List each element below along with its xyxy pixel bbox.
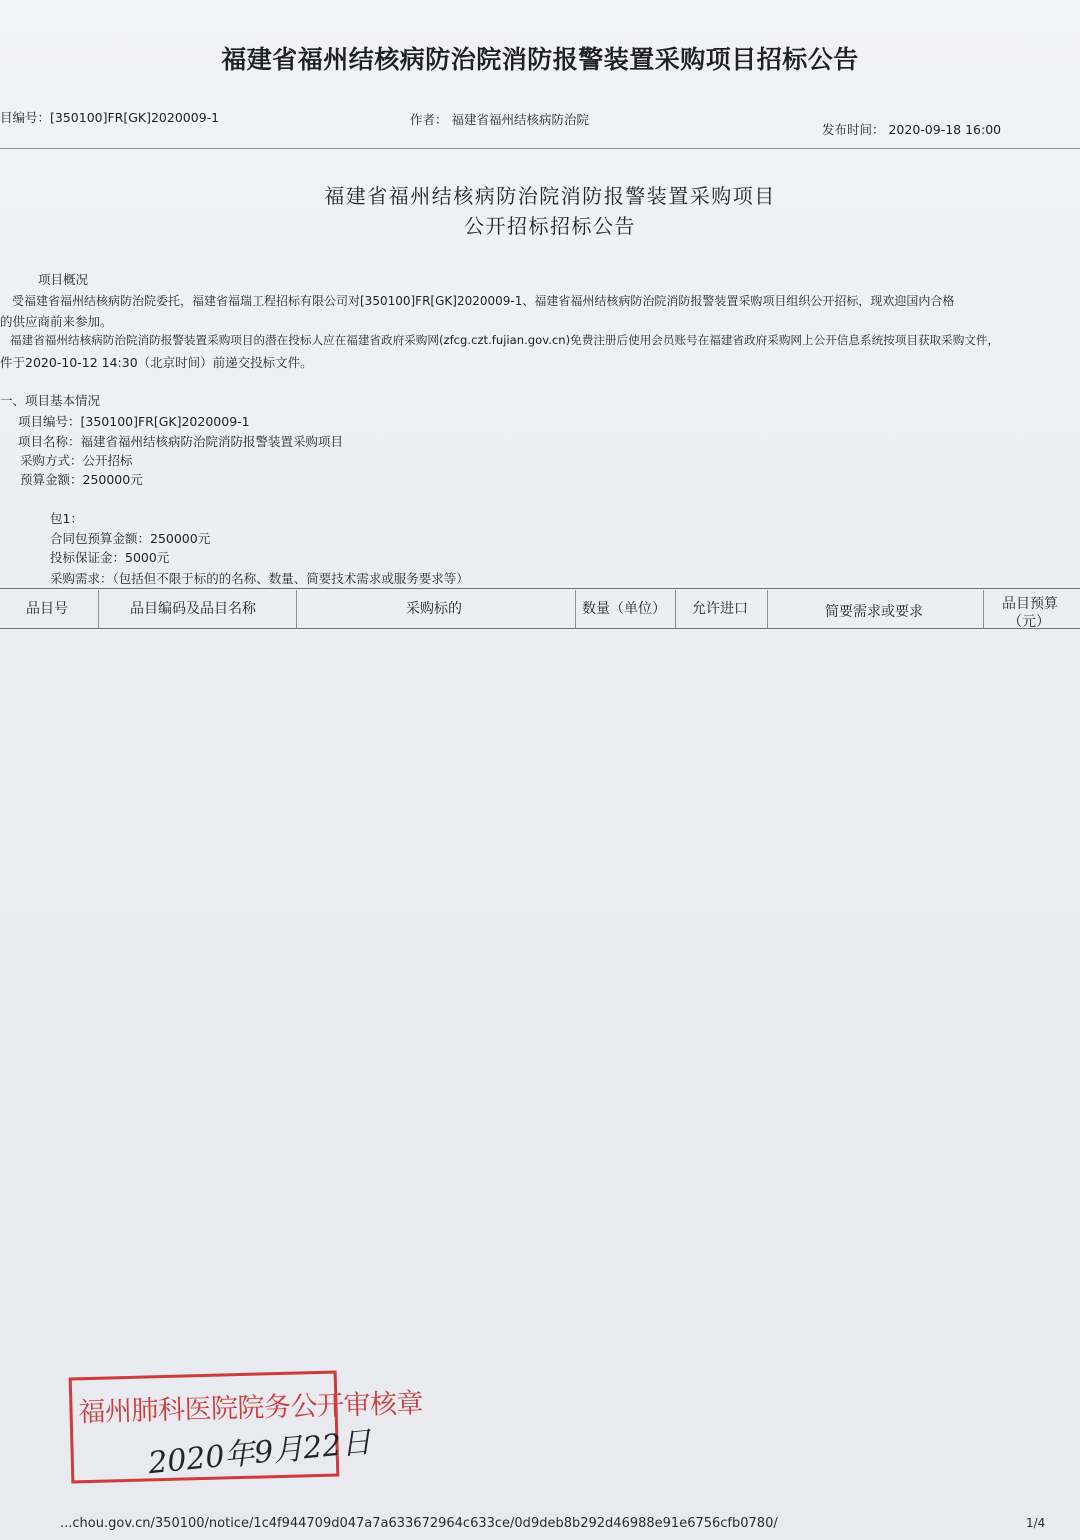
- bid-bond: 投标保证金：5000元: [50, 550, 170, 565]
- project-number-meta: 目编号：[350100]FR[GK]2020009-1: [0, 110, 220, 125]
- contract-budget: 合同包预算金额：250000元: [50, 531, 211, 546]
- project-number: 项目编号：[350100]FR[GK]2020009-1: [18, 414, 250, 429]
- notice-title-line2: 公开招标招标公告: [464, 214, 636, 238]
- basic-info-heading: 一、项目基本情况: [0, 393, 101, 408]
- footer-url: ...chou.gov.cn/350100/notice/1c4f944709d047a7a633672964c633ce/0d9deb8b292d46988e91e6756cfb0780/: [60, 1516, 778, 1531]
- table-header-item-code-name: 品目编码及品目名称: [130, 601, 256, 617]
- table-column-divider: [575, 590, 576, 628]
- package-label: 包1：: [50, 511, 83, 526]
- notice-title-line1: 福建省福州结核病防治院消防报警装置采购项目: [324, 184, 776, 208]
- table-header-quantity: 数量（单位）: [582, 601, 666, 617]
- review-stamp: [69, 1371, 424, 1484]
- page-number: 1/4: [1026, 1516, 1046, 1530]
- table-header-import-allowed: 允许进口: [692, 601, 748, 617]
- stamp-text: 福州肺科医院院务公开审核章: [78, 1388, 424, 1429]
- table-header-procurement-object: 采购标的: [406, 601, 462, 617]
- author-meta: 作者： 福建省福州结核病防治院: [410, 112, 589, 127]
- table-header-item-budget-unit: （元）: [1008, 614, 1050, 630]
- stamp-date: 2020年9月22日: [146, 1424, 373, 1482]
- procurement-method: 采购方式：公开招标: [20, 453, 133, 468]
- table-column-divider: [98, 590, 99, 628]
- table-column-divider: [767, 590, 768, 628]
- header-divider: [0, 148, 1080, 149]
- table-column-divider: [296, 590, 297, 628]
- table-header-item-no: 品目号: [26, 601, 68, 617]
- table-column-divider: [675, 590, 676, 628]
- publish-time-meta: 发布时间： 2020-09-18 16:00: [822, 122, 1002, 137]
- page-title: 福建省福州结核病防治院消防报警装置采购项目招标公告: [221, 45, 859, 74]
- overview-paragraph-2-line-2: 件于2020-10-12 14:30（北京时间）前递交投标文件。: [0, 355, 313, 370]
- overview-paragraph-2-line-1: 福建省福州结核病防治院消防报警装置采购项目的潜在投标人应在福建省政府采购网(zfcg.czt.fujian.gov.cn)免费注册后使用会员账号在福建省政府采购网上公开信息系统按项目获取采购文件，: [10, 333, 1000, 347]
- table-column-divider: [983, 590, 984, 628]
- budget-amount: 预算金额：250000元: [20, 472, 143, 487]
- table-bottom-border: [0, 628, 1080, 629]
- procurement-requirement: 采购需求：（包括但不限于标的的名称、数量、简要技术需求或服务要求等）: [50, 571, 469, 586]
- table-top-border: [0, 588, 1080, 589]
- table-header-requirements: 简要需求或要求: [825, 604, 923, 620]
- table-header-item-budget: 品目预算: [1002, 596, 1058, 612]
- overview-paragraph-1-line-2: 的供应商前来参加。: [0, 314, 113, 329]
- overview-paragraph-1-line-1: 受福建省福州结核病防治院委托，福建省福瑞工程招标有限公司对[350100]FR[GK]2020009-1、福建省福州结核病防治院消防报警装置采购项目组织公开招标，现欢迎国内合格: [12, 294, 955, 308]
- project-name: 项目名称：福建省福州结核病防治院消防报警装置采购项目: [18, 434, 344, 449]
- overview-heading: 项目概况: [38, 272, 89, 287]
